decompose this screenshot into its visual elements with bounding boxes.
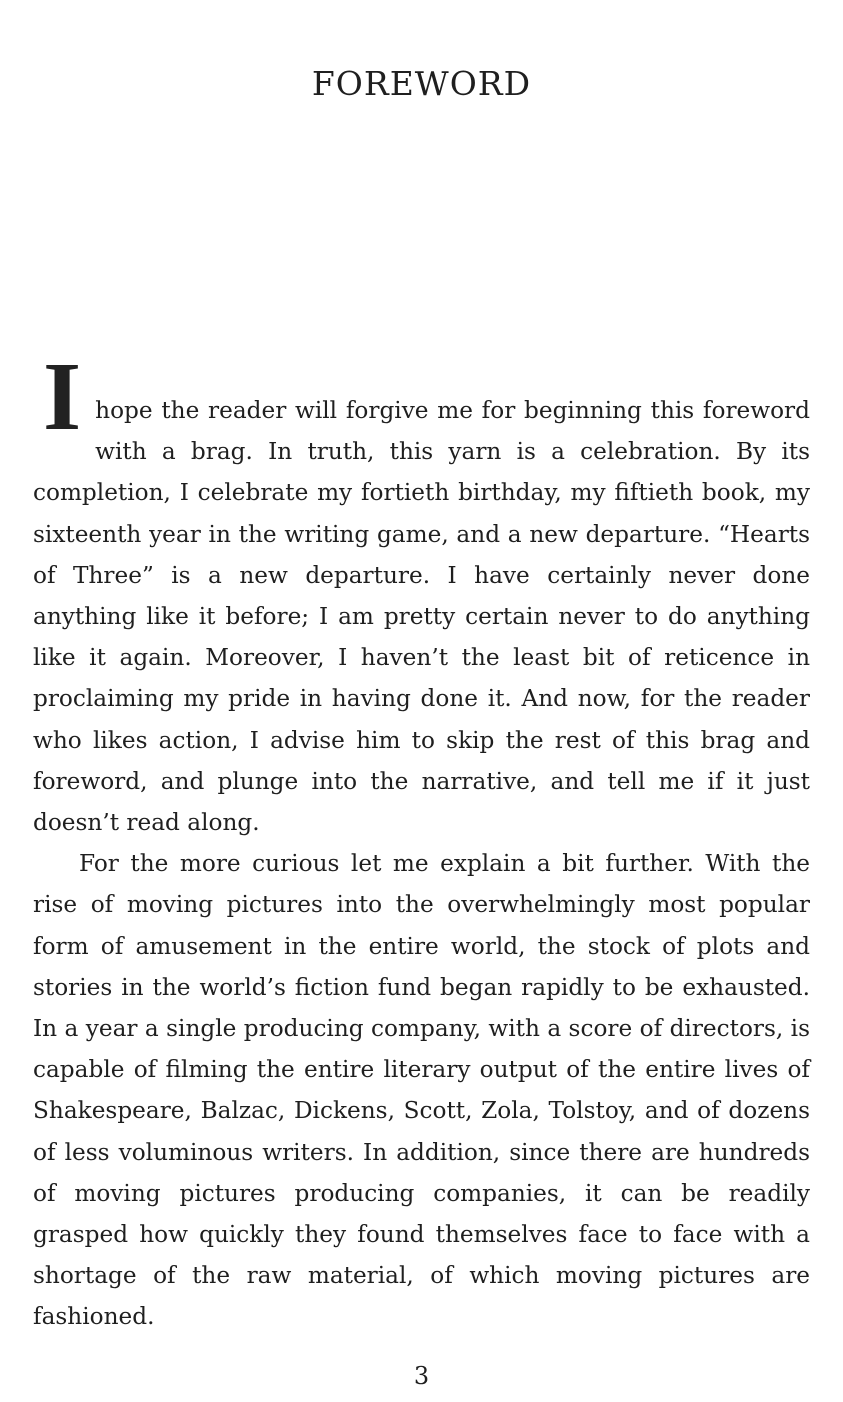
paragraph-1 bbox=[33, 343, 810, 843]
chapter-title: FOREWORD bbox=[311, 64, 532, 103]
body-text bbox=[33, 343, 810, 1338]
page-number: 3 bbox=[413, 1362, 430, 1390]
drop-cap: I bbox=[43, 343, 82, 451]
paragraph-1-text: hope the reader will forgive me for beginning this foreword with a brag. In truth, this yarn is a celebration. By its completion, I celebrate my fortieth birthday, my fiftieth book, my sixteenth year in the writing game, and a new departure. “Hearts of Three” is a new departure. I have certainly never done anything like it before; I am pretty certain never to do anything like it again. Moreover, I haven’t the least bit of reticence in proclaiming my pride in having done it. And now, for the reader who likes action, I advise him to skip the rest of this brag and foreword, and plunge into the narrative, and tell me if it just doesn’t read along. bbox=[33, 397, 810, 837]
paragraph-2: For the more curious let me explain a bit further. With the rise of moving pictures into the overwhelmingly most popular form of amusement in the entire world, the stock of plots and stories in the world’s fiction fund began rapidly to be exhausted. In a year a single producing company, with a score of directors, is capable of filming the entire literary output of the entire lives of Shakespeare, Balzac, Dickens, Scott, Zola, Tolstoy, and of dozens of less voluminous writers. In addition, since there are hundreds of moving pictures producing companies, it can be readily grasped how quickly they found themselves face to face with a shortage of the raw material, of which moving pictures are fashioned. bbox=[33, 850, 810, 1331]
